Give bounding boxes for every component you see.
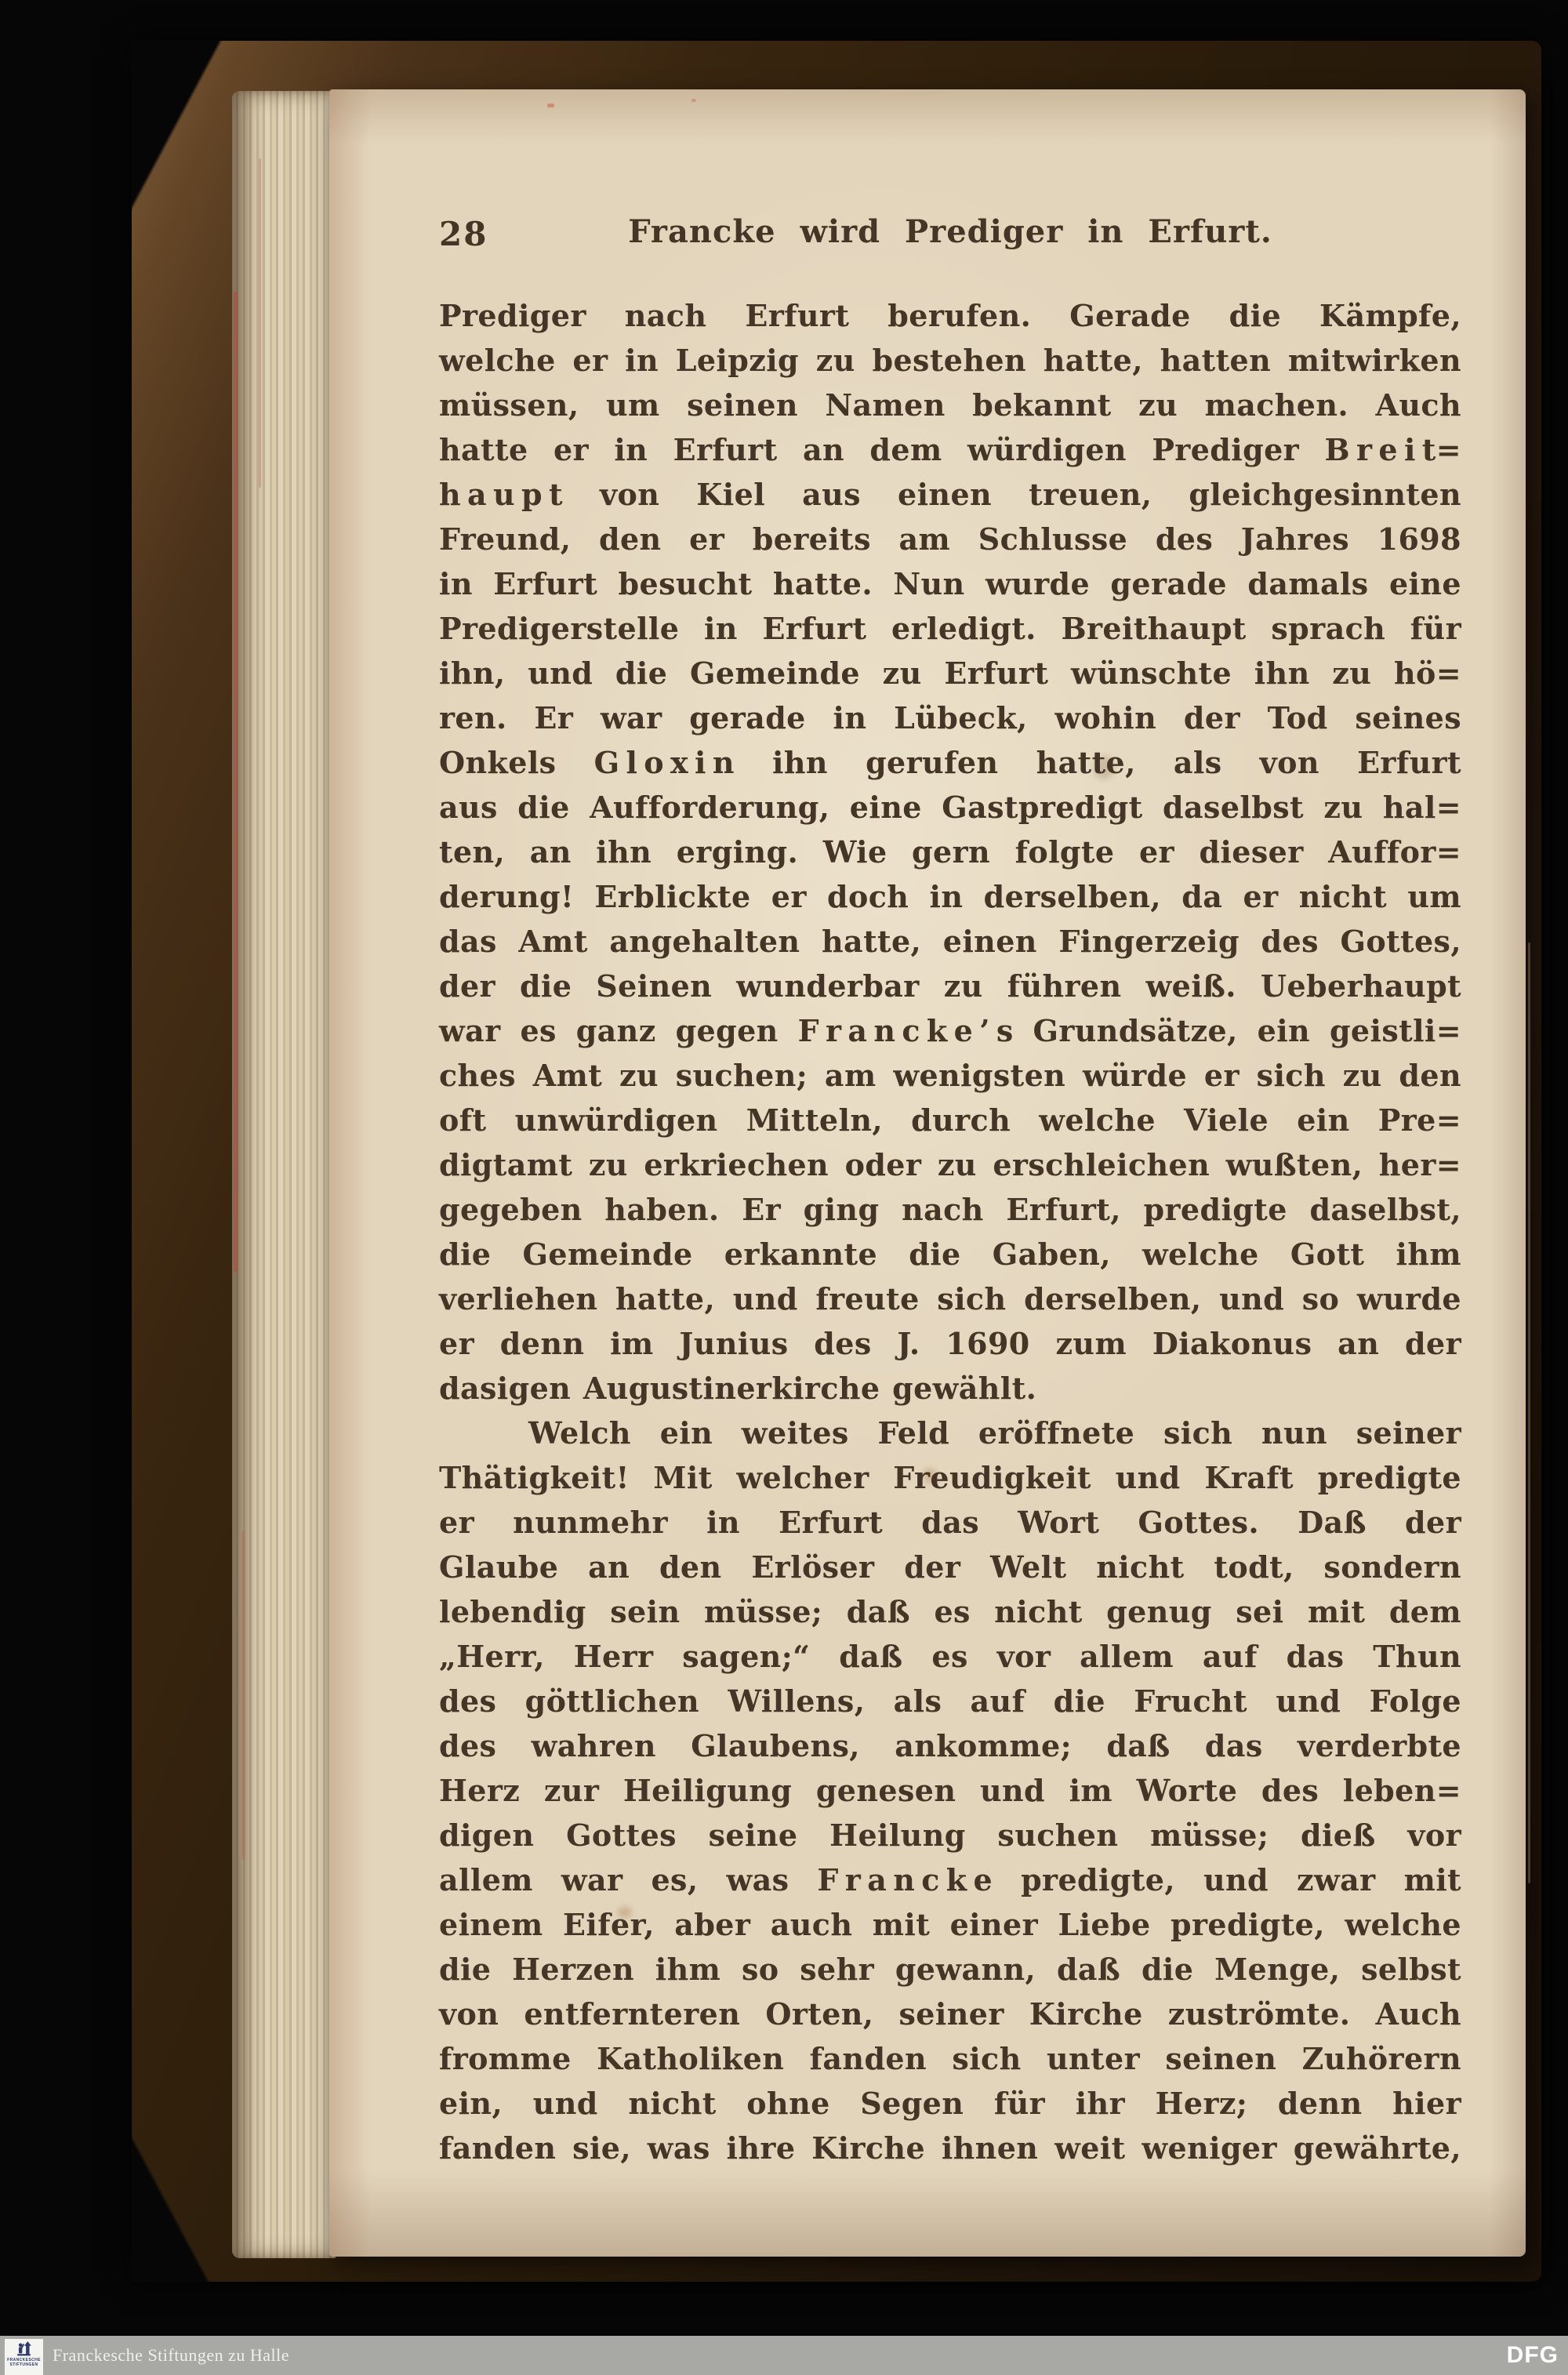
- text-line: Predigerstelle in Erfurt erledigt. Breithaupt sprach für: [439, 611, 1461, 646]
- text-line: er nunmehr in Erfurt das Wort Gottes. Daß der: [439, 1505, 1461, 1540]
- red-speck: [547, 103, 554, 107]
- page-edge-stack: [232, 91, 336, 2258]
- text-line: des wahren Glaubens, ankomme; daß das verderbte: [439, 1728, 1461, 1763]
- text-line: „Herr, Herr sagen;“ daß es vor allem auf das Thun: [439, 1639, 1461, 1674]
- text-line: Freund, den er bereits am Schlusse des Jahres 1698: [439, 521, 1461, 557]
- text-line: digtamt zu erkriechen oder zu erschleichen wußten, her=: [439, 1147, 1461, 1182]
- text-line: Prediger nach Erfurt berufen. Gerade die Kämpfe,: [439, 298, 1461, 333]
- text-line: Welch ein weites Feld eröffnete sich nun seiner: [528, 1415, 1461, 1451]
- text-line: Herz zur Heiligung genesen und im Worte des leben=: [439, 1773, 1461, 1808]
- stiftungen-emblem-icon: [16, 2341, 32, 2358]
- text-line: ches Amt zu suchen; am wenigsten würde er sich zu den: [439, 1058, 1461, 1093]
- text-line: fanden sie, was ihre Kirche ihnen weit weniger gewährte,: [439, 2130, 1461, 2166]
- book: [132, 41, 1541, 2282]
- text-line: fromme Katholiken fanden sich unter seinen Zuhörern: [439, 2041, 1461, 2076]
- running-title: Francke wird Prediger in Erfurt.: [628, 213, 1272, 250]
- text-line: ihn, und die Gemeinde zu Erfurt wünschte ihn zu hö=: [439, 655, 1461, 691]
- text-line: des göttlichen Willens, als auf die Frucht und Folge: [439, 1683, 1461, 1719]
- book-page: [329, 89, 1526, 2257]
- text-line: müssen, um seinen Namen bekannt zu machen. Auch: [439, 387, 1461, 423]
- text-line: oft unwürdigen Mitteln, durch welche Viele ein Pre=: [439, 1102, 1461, 1138]
- page-number: 28: [439, 215, 488, 253]
- text-line: ren. Er war gerade in Lübeck, wohin der Tod seines: [439, 700, 1461, 735]
- text-line: der die Seinen wunderbar zu führen weiß. Ueberhaupt: [439, 968, 1461, 1004]
- text-line: aus die Aufforderung, eine Gastpredigt daselbst zu hal=: [439, 790, 1461, 825]
- text-line: die Herzen ihm so sehr gewann, daß die Menge, selbst: [439, 1952, 1461, 1987]
- red-edge-mark: [241, 1531, 245, 1860]
- text-line: Thätigkeit! Mit welcher Freudigkeit und Kraft predigte: [439, 1460, 1461, 1495]
- text-line: allem war es, was F r a n c k e predigte, und zwar mit: [439, 1862, 1461, 1897]
- page-text: [439, 293, 1461, 2170]
- text-line: von entfernteren Orten, seiner Kirche zuströmte. Auch: [439, 1996, 1461, 2032]
- text-line: h a u p t von Kiel aus einen treuen, gleichgesinnten: [439, 477, 1461, 512]
- text-line: Glaube an den Erlöser der Welt nicht todt, sondern: [439, 1549, 1461, 1585]
- logo-caption-line1: FRANCKESCHE: [7, 2358, 41, 2362]
- text-line: ein, und nicht ohne Segen für ihr Herz; denn hier: [439, 2086, 1461, 2121]
- red-edge-mark: [234, 292, 238, 1272]
- logo-caption-line2: STIFTUNGEN: [9, 2362, 38, 2367]
- franckesche-stiftungen-logo: [5, 2339, 43, 2375]
- right-page-edge-highlight: [1528, 942, 1530, 1883]
- text-line: die Gemeinde erkannte die Gaben, welche Gott ihm: [439, 1237, 1461, 1272]
- page-header: [439, 213, 1461, 260]
- text-line: hatte er in Erfurt an dem würdigen Prediger B r e i t=: [439, 432, 1461, 467]
- text-line: welche er in Leipzig zu bestehen hatte, hatten mitwirken: [439, 343, 1461, 378]
- text-line: derung! Erblickte er doch in derselben, da er nicht um: [439, 879, 1461, 914]
- text-line: dasigen Augustinerkirche gewählt.: [439, 1371, 1037, 1406]
- text-line: verliehen hatte, und freute sich derselben, und so wurde: [439, 1281, 1461, 1316]
- text-line: einem Eifer, aber auch mit einer Liebe predigte, welche: [439, 1907, 1461, 1942]
- text-line: war es ganz gegen F r a n c k e ’ s Grundsätze, ein geistli=: [439, 1013, 1461, 1048]
- text-line: digen Gottes seine Heilung suchen müsse; dieß vor: [439, 1818, 1461, 1853]
- text-line: das Amt angehalten hatte, einen Fingerzeig des Gottes,: [439, 924, 1461, 959]
- red-edge-mark: [259, 158, 261, 488]
- logo-caption: [7, 2358, 41, 2367]
- cover-corner-shadow-top: [131, 40, 234, 222]
- footer-bar: [0, 2336, 1568, 2375]
- text-line: gegeben haben. Er ging nach Erfurt, predigte daselbst,: [439, 1192, 1461, 1227]
- text-line: er denn im Junius des J. 1690 zum Diakonus an der: [439, 1326, 1461, 1361]
- text-line: lebendig sein müsse; daß es nicht genug sei mit dem: [439, 1594, 1461, 1629]
- text-line: Onkels G l o x i n ihn gerufen hatte, als von Erfurt: [439, 745, 1461, 780]
- footer-institution-label: Franckesche Stiftungen zu Halle: [53, 2345, 290, 2365]
- dfg-logo: DFG: [1506, 2342, 1559, 2368]
- text-line: in Erfurt besucht hatte. Nun wurde gerade damals eine: [439, 566, 1461, 601]
- text-line: ten, an ihn erging. Wie gern folgte er dieser Auffor=: [439, 834, 1461, 870]
- red-speck: [691, 99, 696, 102]
